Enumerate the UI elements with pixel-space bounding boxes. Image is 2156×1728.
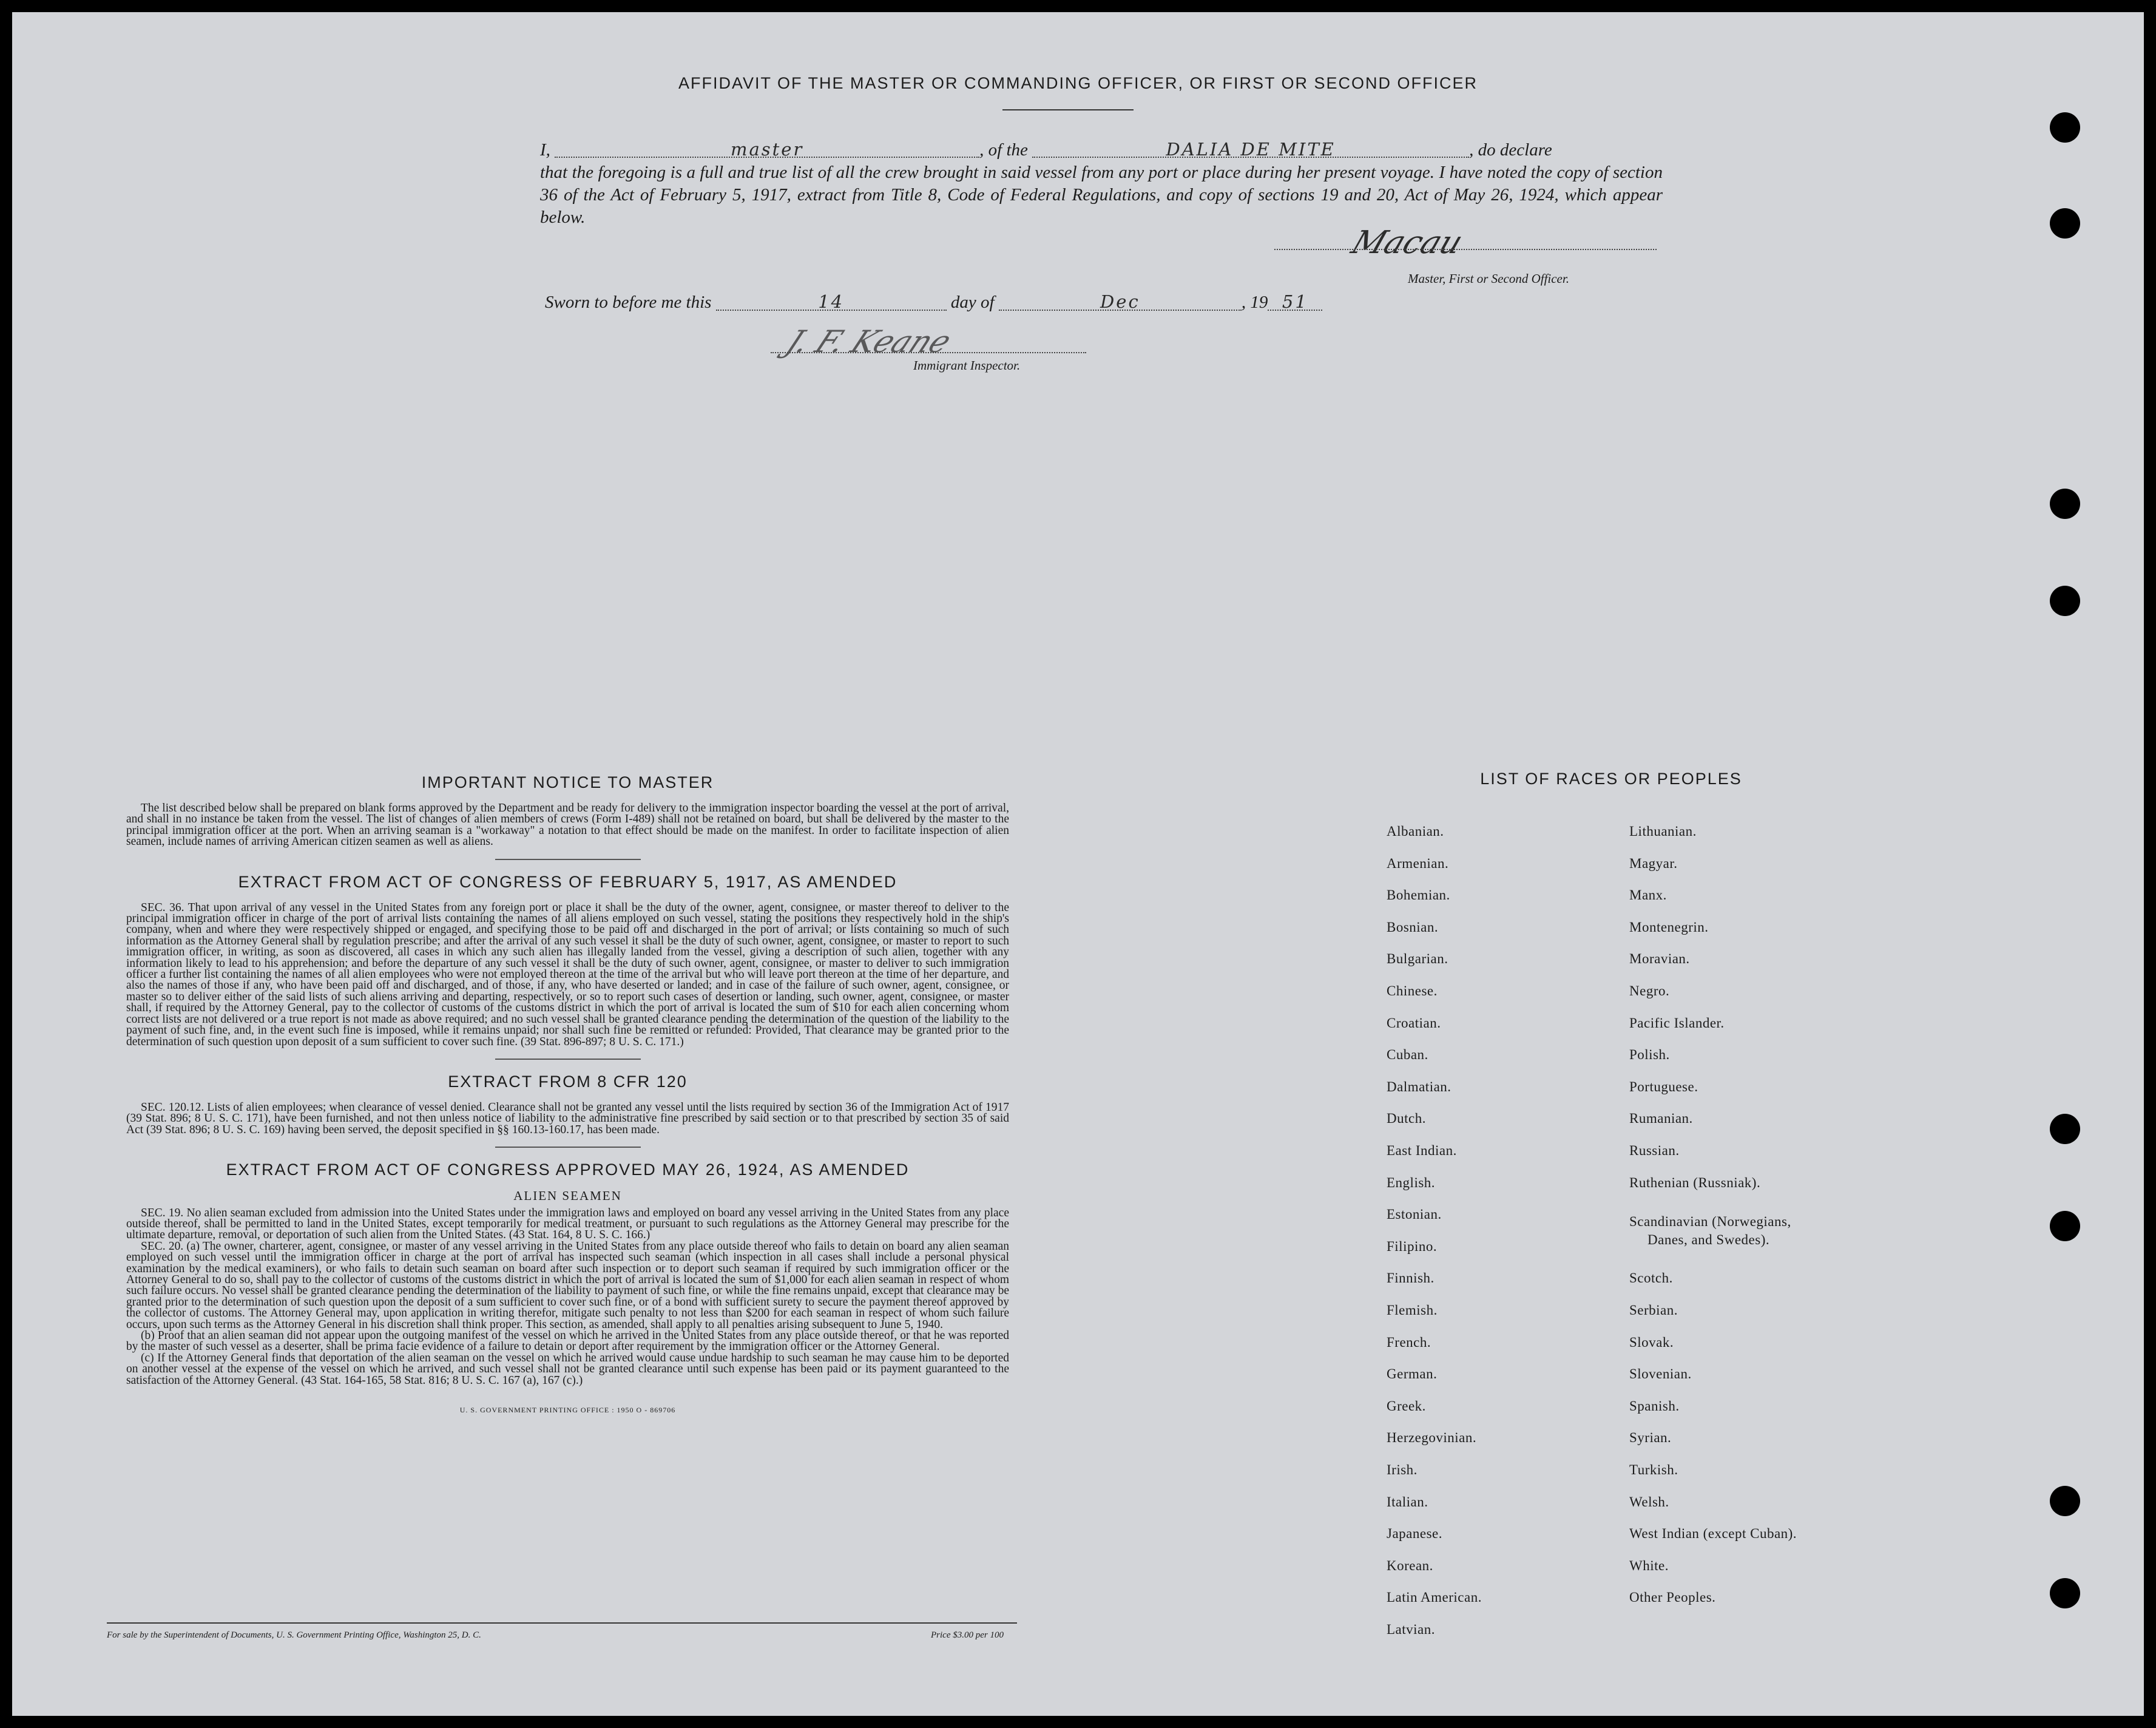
sworn-month-field[interactable]: Dec: [999, 291, 1242, 311]
race-right-22: West Indian (except Cuban).: [1629, 1526, 1797, 1541]
extract2-title: EXTRACT FROM 8 CFR 120: [448, 1072, 688, 1091]
race-left-9: Dutch.: [1387, 1111, 1426, 1126]
race-left-12: Estonian.: [1387, 1207, 1442, 1222]
section-divider: [495, 1147, 641, 1148]
sworn-day-field[interactable]: 14: [716, 291, 947, 311]
race-left-21: Italian.: [1387, 1494, 1428, 1509]
race-left-7: Cuban.: [1387, 1047, 1428, 1062]
declaration-i: I,: [540, 140, 550, 160]
race-left-3: Bosnian.: [1387, 920, 1439, 935]
race-left-6: Croatian.: [1387, 1015, 1441, 1031]
race-right-12: Scandinavian (Norwegians,: [1629, 1214, 1791, 1229]
sworn-text: Sworn to before me this: [545, 293, 712, 312]
master-name-field[interactable]: master: [555, 138, 979, 158]
master-signature-label: Master, First or Second Officer.: [1408, 271, 1569, 286]
punch-hole: [2050, 112, 2080, 143]
race-left-15: Flemish.: [1387, 1303, 1438, 1318]
race-right-8: Portuguese.: [1629, 1079, 1698, 1094]
race-left-4: Bulgarian.: [1387, 951, 1448, 966]
sworn-line: [545, 291, 1322, 313]
race-right-18: Spanish.: [1629, 1398, 1680, 1414]
race-left-25: Latvian.: [1387, 1622, 1435, 1637]
vessel-name-field[interactable]: DALIA DE MITE: [1032, 138, 1469, 158]
race-left-2: Bohemian.: [1387, 887, 1450, 903]
race-right-20: Turkish.: [1629, 1462, 1678, 1477]
inspector-signature[interactable]: J. F. Keane: [780, 324, 958, 359]
inspector-signature-label: Immigrant Inspector.: [913, 358, 1021, 373]
race-left-17: German.: [1387, 1366, 1438, 1381]
inspector-signature-line: [771, 352, 1086, 353]
punch-hole: [2050, 1486, 2080, 1516]
title-rule: [1002, 109, 1134, 110]
race-right-0: Lithuanian.: [1629, 824, 1697, 839]
race-left-14: Finnish.: [1387, 1270, 1435, 1286]
punch-hole: [2050, 1211, 2080, 1241]
race-left-20: Irish.: [1387, 1462, 1418, 1477]
extract1-text: SEC. 36. That upon arrival of any vessel in the United States from any foreign port or place it shall be the duty of the owner, agent, consignee, or master thereof to deliver to the principal immigration officer in charge of the port of arrival lists containing the names of all aliens employed on such vessel, stating the positions they respectively hold in the ship's company, when and where they were respectively shipped or engaged, and specifying those to be paid off and discharged in the port of arrival; or lists containing so much of such information as the Attorney General shall by regulation prescribe; and after the arrival of any such vessel it shall be the duty of such owner, agent, consignee, or master to report to such immigration officer, in writing, as soon as discovered, all cases in which any such alien has illegally landed from the vessel, giving a description of such alien, together with any information likely to lead to his apprehension; and before the departure of any such vessel it shall be the duty of such owner, agent, consignee, or master to deliver to such immigration officer a further list containing the names of all alien employees who were not employed thereon at the time of the arrival but who will leave port thereon at the time of her departure, and also the names of those if any, who have been paid off and discharged, and of those, if any, who have deserted or landed; and in case of the failure of such owner, agent, consignee, or master so to deliver either of the said lists of such aliens arriving and departing, respectively, or so to report such cases of desertion or landing, such owner, agent, consignee, or master shall, if required by the Attorney General, pay to the collector of customs of the customs district in which the port of arrival is located the sum of $10 for each alien concerning whom correct lists are not delivered or a true report is not made as above required; and no such vessel shall be granted clearance pending the determination of the question of the liability to the payment of such fine, and, in the event such fine is imposed, while it remains unpaid; nor shall such fine be remitted or refunded: Provided, That clearance may be granted prior to the determination of such question upon deposit of a sum sufficient to cover such fine. (39 Stat. 896-897; 8 U. S. C. 171.): [126, 901, 1009, 1048]
race-left-8: Dalmatian.: [1387, 1079, 1451, 1094]
races-title: LIST OF RACES OR PEOPLES: [1480, 770, 1742, 788]
race-left-1: Armenian.: [1387, 856, 1449, 871]
race-right-15: Serbian.: [1629, 1303, 1678, 1318]
extract3-sec20b: (b) Proof that an alien seaman did not appear upon the outgoing manifest of the vessel on which he arrived in the United States from any place outside thereof, or that he was reported by the master of such vessel as a deserter, shall be prima facie evidence of a failure to detain or deport after requirement by the immigration officer or the Attorney General.: [126, 1329, 1009, 1354]
race-left-13: Filipino.: [1387, 1239, 1438, 1254]
declaration-body: that the foregoing is a full and true list of all the crew brought in said vessel from any port or place during her present voyage. I have noted the copy of section 36 of the Act of February 5, 1917, extract from Title 8, Code of Federal Regulations, and copy of sections 19 and 20, Act of May 26, 1924, which appear below.: [540, 163, 1663, 227]
race-right-5: Negro.: [1629, 983, 1670, 998]
punch-hole: [2050, 1578, 2080, 1608]
declaration: [540, 138, 1663, 229]
sworn-day-of: day of: [950, 293, 995, 312]
gpo-imprint: U. S. GOVERNMENT PRINTING OFFICE : 1950 O - 869706: [459, 1406, 676, 1415]
race-left-22: Japanese.: [1387, 1526, 1442, 1541]
sworn-year-field[interactable]: 51: [1268, 291, 1322, 311]
race-right-16: Slovak.: [1629, 1335, 1674, 1350]
notice-section: [126, 768, 1009, 1415]
race-right-9: Rumanian.: [1629, 1111, 1693, 1126]
race-right-6: Pacific Islander.: [1629, 1015, 1725, 1031]
race-right-19: Syrian.: [1629, 1430, 1672, 1445]
affidavit-title: AFFIDAVIT OF THE MASTER OR COMMANDING OFFICER, OR FIRST OR SECOND OFFICER: [678, 74, 1478, 92]
sworn-year-prefix: , 19: [1241, 293, 1268, 312]
declaration-of-the: , of the: [979, 140, 1028, 160]
race-left-16: French.: [1387, 1335, 1431, 1350]
footer-rule: [107, 1622, 1017, 1624]
extract2-text: SEC. 120.12. Lists of alien employees; when clearance of vessel denied. Clearance shall not be granted any vessel until the lists required by section 36 of the Immigration Act of 1917 (39 Stat. 896; 8 U. S. C. 171), have been furnished, and not then unless notice of liability to the administrative fine prescribed by said section or to that prescribed by section 35 of said Act (39 Stat. 896; 8 U. S. C. 169) having been served, the deposit specified in §§ 160.13-160.17, has been made.: [126, 1100, 1009, 1136]
race-left-5: Chinese.: [1387, 983, 1438, 998]
punch-hole: [2050, 208, 2080, 239]
race-right-11: Ruthenian (Russniak).: [1629, 1175, 1761, 1190]
master-signature[interactable]: Macau: [1347, 225, 1468, 261]
punch-hole: [2050, 1114, 2080, 1144]
notice-text: The list described below shall be prepared on blank forms approved by the Department and be ready for delivery to the immigration inspector boarding the vessel at the port of arrival, and shall in no instance be taken from the vessel. The list of changes of alien members of crews (Form I-489) shall not be retained on board, but shall be delivered by the master to the principal immigration officer at the port. When an arriving seaman is a "workaway" a notation to that effect should be made on the manifest. In order to facilitate inspection of alien seamen, include names of arriving American citizen seamen as well as aliens.: [126, 802, 1009, 849]
race-right-21: Welsh.: [1629, 1494, 1669, 1509]
race-right-13: Danes, and Swedes).: [1647, 1232, 1770, 1247]
footer-sale-note: For sale by the Superintendent of Documents, U. S. Government Printing Office, Washington 25, D. C.: [107, 1630, 481, 1640]
extract3-sec20a: SEC. 20. (a) The owner, charterer, agent, consignee, or master of any vessel arriving in the United States from any place outside thereof who fails to detain on board any alien seaman employed on such vessel until the immigration officer in charge at the port of arrival has inspected such seaman (which inspection in all cases shall include a personal physical examination by the medical examiners), or who fails to detain such seaman on board after such inspection or to deport such seaman if required by such immigration officer or the Attorney General to do so, shall pay to the collector of customs of the customs district in which the port of arrival is located the sum of $1,000 for each alien seaman in respect of whom such failure occurs. No vessel shall be granted clearance pending the determination of the liability to payment of such fine, or while the fine remains unpaid, except that clearance may be granted prior to the determination of such question upon the deposit of a sum sufficient to cover such fine, or of a bond with sufficient surety to secure the payment thereof approved by the collector of customs. The Attorney General may, upon application in writing therefor, mitigate such penalty to not less than $200 for each seaman in respect of whom such failure occurs, upon such terms as the Attorney General in his discretion shall think proper. This section, as amended, shall apply to all penalties arising subsequent to June 5, 1940.: [126, 1239, 1009, 1331]
extract1-title: EXTRACT FROM ACT OF CONGRESS OF FEBRUARY 5, 1917, AS AMENDED: [238, 872, 897, 891]
race-left-18: Greek.: [1387, 1398, 1426, 1414]
race-left-23: Korean.: [1387, 1558, 1433, 1573]
race-right-3: Montenegrin.: [1629, 920, 1709, 935]
race-right-2: Manx.: [1629, 887, 1667, 903]
race-right-4: Moravian.: [1629, 951, 1690, 966]
footer-price: Price $3.00 per 100: [931, 1630, 1004, 1640]
extract3-sec20c: (c) If the Attorney General finds that deportation of the alien seaman on the vessel on which he arrived would cause undue hardship to such seaman he may cause him to be deported on another vessel at the expense of the vessel on which he arrived, and such vessel shall not be granted clearance until such expense has been paid or its payment guaranteed to the satisfaction of the Attorney General. (43 Stat. 164-165, 58 Stat. 816; 8 U. S. C. 167 (a), 167 (c).): [126, 1351, 1009, 1387]
race-left-11: English.: [1387, 1175, 1436, 1190]
extract3-sec19: SEC. 19. No alien seaman excluded from admission into the United States under the immigration laws and employed on board any vessel arriving in the United States from any place outside thereof, shall be permitted to land in the United States, except temporarily for medical treatment, or pursuant to such regulations as the Attorney General may prescribe for the ultimate departure, removal, or deportation of such alien from the United States. (43 Stat. 164, 8 U. S. C. 166.): [126, 1206, 1009, 1242]
section-divider: [495, 859, 641, 860]
extract3-title: EXTRACT FROM ACT OF CONGRESS APPROVED MAY 26, 1924, AS AMENDED: [226, 1160, 910, 1179]
notice-title: IMPORTANT NOTICE TO MASTER: [421, 773, 714, 791]
declaration-do-declare: , do declare: [1469, 140, 1552, 160]
race-left-0: Albanian.: [1387, 824, 1444, 839]
section-divider: [495, 1059, 641, 1060]
race-left-24: Latin American.: [1387, 1590, 1482, 1605]
race-right-17: Slovenian.: [1629, 1366, 1692, 1381]
race-right-24: Other Peoples.: [1629, 1590, 1716, 1605]
race-right-1: Magyar.: [1629, 856, 1678, 871]
race-left-10: East Indian.: [1387, 1143, 1457, 1158]
extract3-subtitle: ALIEN SEAMEN: [513, 1188, 622, 1204]
race-right-10: Russian.: [1629, 1143, 1680, 1158]
race-left-19: Herzegovinian.: [1387, 1430, 1477, 1445]
punch-hole: [2050, 586, 2080, 616]
race-right-14: Scotch.: [1629, 1270, 1673, 1286]
punch-hole: [2050, 489, 2080, 519]
master-signature-line: [1274, 249, 1657, 250]
race-right-23: White.: [1629, 1558, 1669, 1573]
race-right-7: Polish.: [1629, 1047, 1670, 1062]
